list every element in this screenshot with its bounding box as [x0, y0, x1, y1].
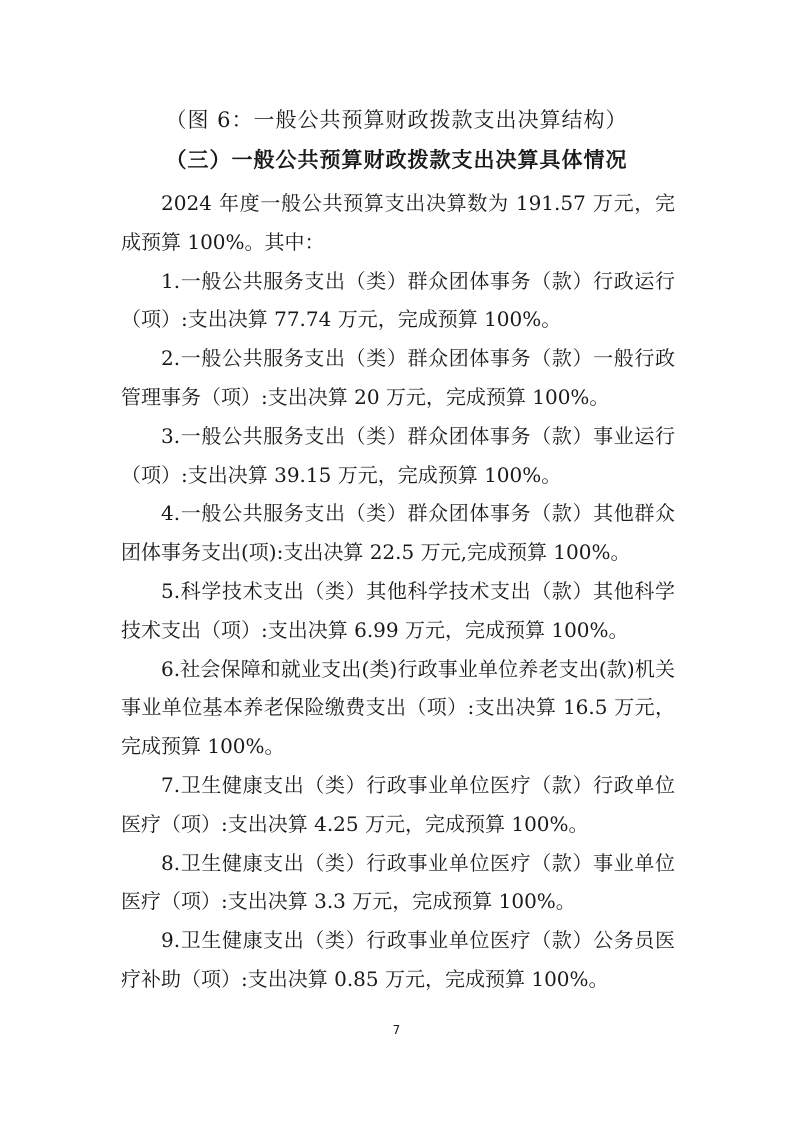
list-item: 7.卫生健康支出（类）行政事业单位医疗（款）行政单位医疗（项）:支出决算 4.25 万元，完成预算 100%。 [121, 772, 675, 836]
list-item: 1.一般公共服务支出（类）群众团体事务（款）行政运行（项）:支出决算 77.74 万元，完成预算 100%。 [121, 268, 675, 332]
page-number: 7 [392, 1023, 401, 1037]
list-item: 6.社会保障和就业支出(类)行政事业单位养老支出(款)机关事业单位基本养老保险缴费支出（项）:支出决算 16.5 万元，完成预算 100%。 [121, 656, 675, 759]
intro-paragraph: 2024 年度一般公共预算支出决算数为 191.57 万元，完成预算 100%。其中： [121, 191, 675, 254]
section-heading: （三）一般公共预算财政拨款支出决算具体情况 [165, 147, 628, 172]
body-text [121, 184, 675, 999]
list-item: 9.卫生健康支出（类）行政事业单位医疗（款）公务员医疗补助（项）:支出决算 0.85 万元，完成预算 100%。 [121, 928, 675, 991]
list-item: 5.科学技术支出（类）其他科学技术支出（款）其他科学技术支出（项）:支出决算 6.99 万元，完成预算 100%。 [121, 578, 675, 642]
figure-caption: （图 6：一般公共预算财政拨款支出决算结构） [165, 108, 628, 132]
list-item: 2.一般公共服务支出（类）群众团体事务（款）一般行政管理事务（项）:支出决算 20 万元，完成预算 100%。 [121, 346, 675, 409]
list-item: 8.卫生健康支出（类）行政事业单位医疗（款）事业单位医疗（项）:支出决算 3.3 万元，完成预算 100%。 [121, 850, 675, 914]
list-item: 3.一般公共服务支出（类）群众团体事务（款）事业运行（项）:支出决算 39.15 万元，完成预算 100%。 [121, 423, 675, 487]
list-item: 4.一般公共服务支出（类）群众团体事务（款）其他群众团体事务支出(项):支出决算 22.5 万元,完成预算 100%。 [121, 501, 675, 565]
